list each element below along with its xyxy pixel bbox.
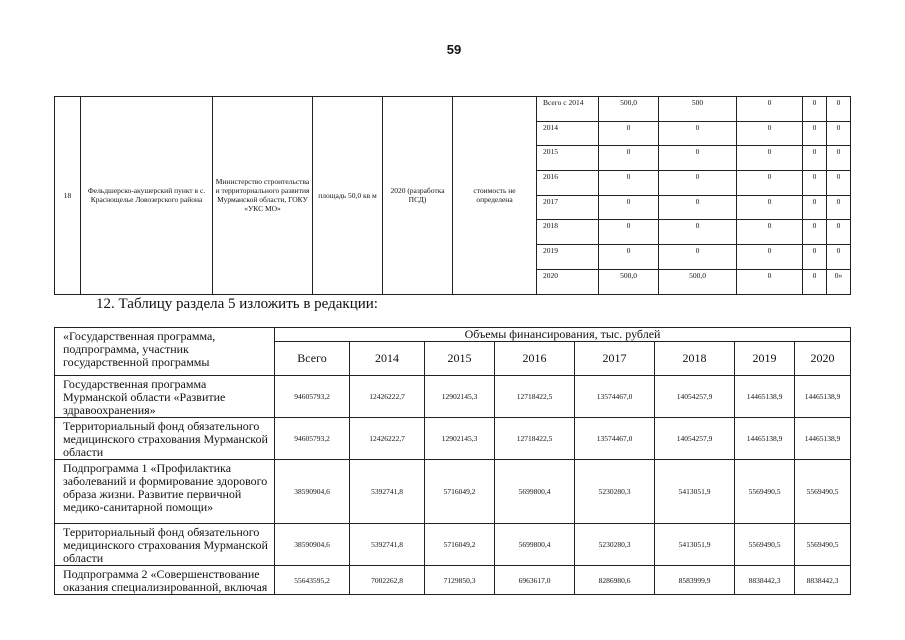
amount-cell: 5413051,9 [655, 460, 735, 524]
amount-cell: 0 [737, 97, 803, 122]
program-name: Подпрограмма 2 «Совершенствование оказания специализированной, включая [55, 566, 275, 595]
program-name: Государственная программа Мурманской области «Развитие здравоохранения» [55, 376, 275, 418]
table-row [55, 376, 851, 418]
amount-cell: 0 [659, 195, 737, 220]
page-number: 59 [446, 42, 462, 57]
section-heading: 12. Таблицу раздела 5 изложить в редакции: [96, 296, 378, 312]
amount-cell: 0 [659, 121, 737, 146]
year-cell: 2018 [537, 220, 599, 245]
amount-cell: 12902145,3 [425, 418, 495, 460]
object-name: Фельдшерско-акушерский пункт в с. Краснощелье Ловозерского района [81, 97, 213, 295]
amount-cell: 5230280,3 [575, 524, 655, 566]
column-header: 2018 [655, 342, 735, 376]
amount-cell: 94605793,2 [275, 418, 350, 460]
amount-cell: 0 [737, 146, 803, 171]
amount-cell: 14465138,9 [795, 418, 851, 460]
amount-cell: 55643595,2 [275, 566, 350, 595]
amount-cell: 38590904,6 [275, 524, 350, 566]
column-header: Всего [275, 342, 350, 376]
program-name: Подпрограмма 1 «Профилактика заболеваний и формирование здорового образа жизни. Развитие первичной медико-санитарной помощи» [55, 460, 275, 524]
capacity: площадь 50,0 кв м [313, 97, 383, 295]
program-name: Территориальный фонд обязательного медицинского страхования Мурманской области [55, 524, 275, 566]
amount-cell: 0 [737, 171, 803, 196]
customer: Министерство строительства и территориального развития Мурманской области, ГОКУ «УКС МО» [213, 97, 313, 295]
row-number: 18 [55, 97, 81, 295]
amount-cell: 0 [599, 195, 659, 220]
amount-cell: 5716049,2 [425, 524, 495, 566]
amount-cell: 5716049,2 [425, 460, 495, 524]
amount-cell: 500 [659, 97, 737, 122]
amount-cell: 8583999,9 [655, 566, 735, 595]
estimated-cost: стоимость не определена [453, 97, 537, 295]
year-cell: 2017 [537, 195, 599, 220]
amount-cell: 12718422,5 [495, 418, 575, 460]
amount-cell: 0 [659, 245, 737, 270]
amount-cell: 0 [827, 97, 851, 122]
amount-cell: 0 [803, 220, 827, 245]
amount-cell: 12426222,7 [350, 418, 425, 460]
amount-cell: 0 [659, 146, 737, 171]
column-header: 2017 [575, 342, 655, 376]
amount-cell: 500,0 [599, 97, 659, 122]
funding-year-row [55, 97, 851, 122]
amount-cell: 38590904,6 [275, 460, 350, 524]
amount-cell: 0 [827, 220, 851, 245]
amount-cell: 14465138,9 [735, 418, 795, 460]
amount-cell: 12426222,7 [350, 376, 425, 418]
amount-cell: 7002262,8 [350, 566, 425, 595]
amount-cell: 12718422,5 [495, 376, 575, 418]
year-cell: 2020 [537, 269, 599, 294]
amount-cell: 0 [827, 146, 851, 171]
amount-cell: 0 [803, 171, 827, 196]
amount-cell: 5569490,5 [795, 460, 851, 524]
amount-cell: 5392741,8 [350, 460, 425, 524]
amount-cell: 5569490,5 [795, 524, 851, 566]
amount-cell: 8838442,3 [735, 566, 795, 595]
table-row [55, 524, 851, 566]
amount-cell: 0 [599, 245, 659, 270]
amount-cell: 0 [803, 121, 827, 146]
amount-cell: 5413051,9 [655, 524, 735, 566]
year-cell: Всего с 2014 [537, 97, 599, 122]
amount-cell: 0 [803, 245, 827, 270]
amount-cell: 0 [599, 220, 659, 245]
amount-cell: 0 [803, 146, 827, 171]
amount-cell: 14465138,9 [735, 376, 795, 418]
amount-cell: 6963617,0 [495, 566, 575, 595]
table-row [55, 460, 851, 524]
amount-cell: 14465138,9 [795, 376, 851, 418]
amount-cell: 0 [599, 121, 659, 146]
program-name-header: «Государственная программа, подпрограмма, участник государственной программы [55, 328, 275, 376]
amount-cell: 12902145,3 [425, 376, 495, 418]
amount-cell: 0 [659, 220, 737, 245]
amount-cell: 0 [827, 121, 851, 146]
amount-cell: 5569490,5 [735, 524, 795, 566]
amount-cell: 0 [737, 245, 803, 270]
financing-table [54, 327, 851, 595]
construction-object-table [54, 96, 851, 295]
amount-cell: 14054257,9 [655, 376, 735, 418]
amount-cell: 13574467,0 [575, 376, 655, 418]
amount-cell: 0 [827, 245, 851, 270]
year-cell: 2019 [537, 245, 599, 270]
amount-cell: 500,0 [599, 269, 659, 294]
amount-cell: 0 [827, 171, 851, 196]
amount-cell: 5699800,4 [495, 524, 575, 566]
amount-cell: 0 [737, 195, 803, 220]
table-row [55, 418, 851, 460]
column-header: 2016 [495, 342, 575, 376]
amount-cell: 5569490,5 [735, 460, 795, 524]
amount-cell: 8838442,3 [795, 566, 851, 595]
amount-cell: 0 [599, 146, 659, 171]
column-header: 2015 [425, 342, 495, 376]
year-cell: 2015 [537, 146, 599, 171]
construction-period: 2020 (разработка ПСД) [383, 97, 453, 295]
amount-cell: 5392741,8 [350, 524, 425, 566]
amount-cell: 0 [599, 171, 659, 196]
amount-cell: 0 [803, 195, 827, 220]
financing-volume-header: Объемы финансирования, тыс. рублей [275, 328, 851, 342]
column-header: 2014 [350, 342, 425, 376]
year-cell: 2016 [537, 171, 599, 196]
amount-cell: 0 [737, 121, 803, 146]
amount-cell: 14054257,9 [655, 418, 735, 460]
amount-cell: 500,0 [659, 269, 737, 294]
table-row [55, 566, 851, 595]
amount-cell: 8286980,6 [575, 566, 655, 595]
amount-cell: 13574467,0 [575, 418, 655, 460]
amount-cell: 0 [659, 171, 737, 196]
amount-cell: 0» [827, 269, 851, 294]
amount-cell: 0 [803, 269, 827, 294]
column-header: 2019 [735, 342, 795, 376]
amount-cell: 5230280,3 [575, 460, 655, 524]
column-header: 2020 [795, 342, 851, 376]
amount-cell: 7129850,3 [425, 566, 495, 595]
program-name: Территориальный фонд обязательного медицинского страхования Мурманской области [55, 418, 275, 460]
year-cell: 2014 [537, 121, 599, 146]
amount-cell: 0 [827, 195, 851, 220]
amount-cell: 0 [737, 220, 803, 245]
amount-cell: 5699800,4 [495, 460, 575, 524]
amount-cell: 0 [737, 269, 803, 294]
amount-cell: 94605793,2 [275, 376, 350, 418]
amount-cell: 0 [803, 97, 827, 122]
